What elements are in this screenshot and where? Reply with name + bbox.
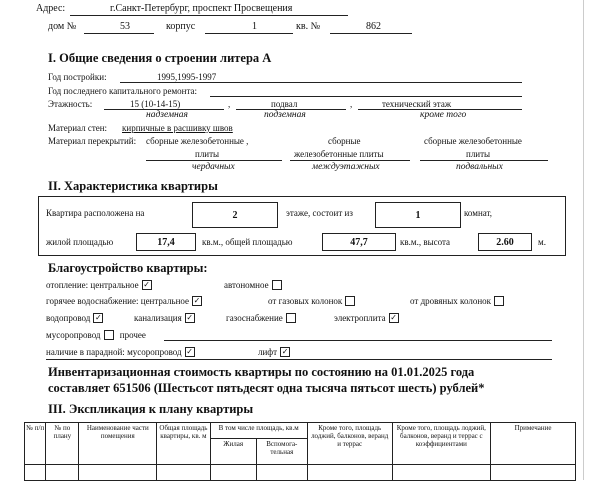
basement-value: подвал: [271, 99, 298, 109]
korpus-label: корпус: [166, 21, 196, 32]
col-header-aux: Вспомога-тельная: [256, 439, 307, 465]
water-checkbox[interactable]: ✓: [94, 313, 102, 322]
slabs-label: Материал перекрытий:: [48, 136, 137, 146]
located-on-label: Квартира расположена на: [46, 208, 145, 218]
water-item: водопровод ✓: [46, 313, 102, 324]
garbage-checkbox[interactable]: [104, 330, 114, 340]
heating-row: отопление: центральное ✓: [46, 280, 150, 291]
slab-attic-underline: [146, 160, 282, 161]
valuation-line1: Инвентаризационная стоимость квартиры по состоянию на 01.01.2025 года: [48, 365, 475, 379]
hotwater-gas-checkbox[interactable]: [345, 296, 355, 306]
address-label: Адрес:: [36, 3, 66, 14]
gas-item: газоснабжение: [226, 314, 296, 324]
valuation-line2: составляет 651506 (Шестьсот пятьдесят одна тысяча пятьсот шесть) рублей*: [48, 381, 485, 395]
hall-lift-item: лифт ✓: [258, 347, 289, 358]
year-built-value: 1995,1995-1997: [157, 72, 217, 82]
house-number: 53: [120, 21, 130, 32]
last-repair-underline: [210, 96, 522, 97]
total-area-value: 47,7: [322, 233, 396, 251]
col-header-part-name: Наименование части помещения: [79, 423, 157, 465]
hotwater-gas-item: от газовых колонок: [268, 297, 355, 307]
col-header-including: В том числе площадь, кв.м: [210, 423, 307, 439]
col-header-num: № п/п: [25, 423, 46, 465]
slab-inter-line2: железобетонные плиты: [294, 149, 384, 159]
slab-inter-line1: сборные: [328, 136, 361, 146]
heating-central-checkbox[interactable]: ✓: [143, 280, 150, 289]
slab-attic-line2: плиты: [195, 149, 220, 159]
caption-attic: чердачных: [192, 162, 235, 172]
caption-under: подземная: [264, 110, 306, 120]
garbage-item: мусоропровод прочее: [46, 330, 146, 341]
other-underline: [164, 340, 552, 341]
address-value: г.Санкт-Петербург, проспект Просвещения: [110, 3, 293, 14]
rooms-value: 1: [375, 202, 461, 228]
flat-number: 862: [366, 21, 381, 32]
electric-stove-checkbox[interactable]: ✓: [390, 313, 397, 322]
hotwater-wood-item: от дровяных колонок: [410, 297, 504, 307]
walls-value: кирпичные в расшивку швов: [122, 123, 233, 133]
gas-checkbox[interactable]: [286, 313, 296, 323]
explication-table: [24, 422, 576, 481]
hall-garbage-checkbox[interactable]: ✓: [186, 347, 193, 356]
section3-title: III. Экспликация к плану квартиры: [48, 402, 254, 416]
col-header-loggias-coef: Кроме того, площадь лоджий, балконов, веранд и террас с коэффициентами: [392, 423, 490, 465]
height-unit: м.: [538, 237, 546, 247]
walls-label: Материал стен:: [48, 123, 108, 133]
caption-besides: кроме того: [420, 110, 467, 120]
address-underline: [70, 15, 348, 16]
slab-basement-line1: сборные железобетонные: [424, 136, 522, 146]
flat-label: кв. №: [296, 21, 321, 32]
caption-above: надземная: [146, 110, 188, 120]
section2-title: II. Характеристика квартиры: [48, 179, 218, 193]
living-area-label: жилой площадью: [46, 237, 114, 247]
flat-underline: [330, 33, 412, 34]
slab-attic-line1: сборные железобетонные ,: [146, 136, 249, 146]
year-built-underline: [120, 82, 522, 83]
scan-edge: [583, 0, 584, 480]
col-header-loggias: Кроме того, площадь лоджий, балконов, веранд и террас: [307, 423, 392, 465]
slab-inter-underline: [290, 160, 410, 161]
amenities-title: Благоустройство квартиры:: [48, 261, 208, 275]
height-label: кв.м., высота: [400, 237, 451, 247]
floor-suffix: этаже, состоит из: [286, 208, 353, 218]
heating-autonomous-item: автономное: [224, 281, 282, 291]
floors-value: 15 (10-14-15): [130, 99, 181, 109]
caption-interfloor: междуэтажных: [312, 162, 380, 172]
living-area-value: 17,4: [136, 233, 196, 251]
korpus-number: 1: [252, 21, 257, 32]
hall-underline: [46, 359, 552, 360]
hotwater-row: горячее водоснабжение: центральное ✓: [46, 296, 201, 307]
hall-row: наличие в парадной: мусоропровод ✓: [46, 347, 193, 358]
slab-basement-underline: [420, 160, 548, 161]
col-header-note: Примечание: [491, 423, 576, 465]
last-repair-label: Год последнего капитального ремонта:: [48, 86, 198, 96]
height-value: 2.60: [478, 233, 532, 251]
col-header-living: Жилая: [210, 439, 256, 465]
section1-title: I. Общие сведения о строении литера А: [48, 51, 272, 65]
sewer-checkbox[interactable]: ✓: [186, 313, 194, 322]
house-underline: [84, 33, 154, 34]
hall-lift-checkbox[interactable]: ✓: [281, 347, 289, 356]
sewer-item: канализация ✓: [134, 313, 194, 324]
tech-floor-value: технический этаж: [382, 99, 452, 109]
hotwater-wood-checkbox[interactable]: [494, 296, 504, 306]
year-built-label: Год постройки:: [48, 72, 107, 82]
floors-label: Этажность:: [48, 99, 93, 109]
hotwater-central-checkbox[interactable]: ✓: [193, 296, 201, 305]
total-area-label: кв.м., общей площадью: [202, 237, 293, 247]
caption-basement: подвальных: [456, 162, 503, 172]
heating-autonomous-checkbox[interactable]: [272, 280, 282, 290]
electric-stove-item: электроплита ✓: [334, 313, 397, 324]
col-header-total-area: Общая площадь квартиры, кв. м: [157, 423, 210, 465]
floor-value: 2: [192, 202, 278, 228]
col-header-plan-num: № по плану: [46, 423, 79, 465]
korpus-underline: [205, 33, 293, 34]
slab-basement-line2: плиты: [466, 149, 491, 159]
rooms-suffix: комнат,: [464, 208, 493, 218]
house-label: дом №: [48, 21, 77, 32]
